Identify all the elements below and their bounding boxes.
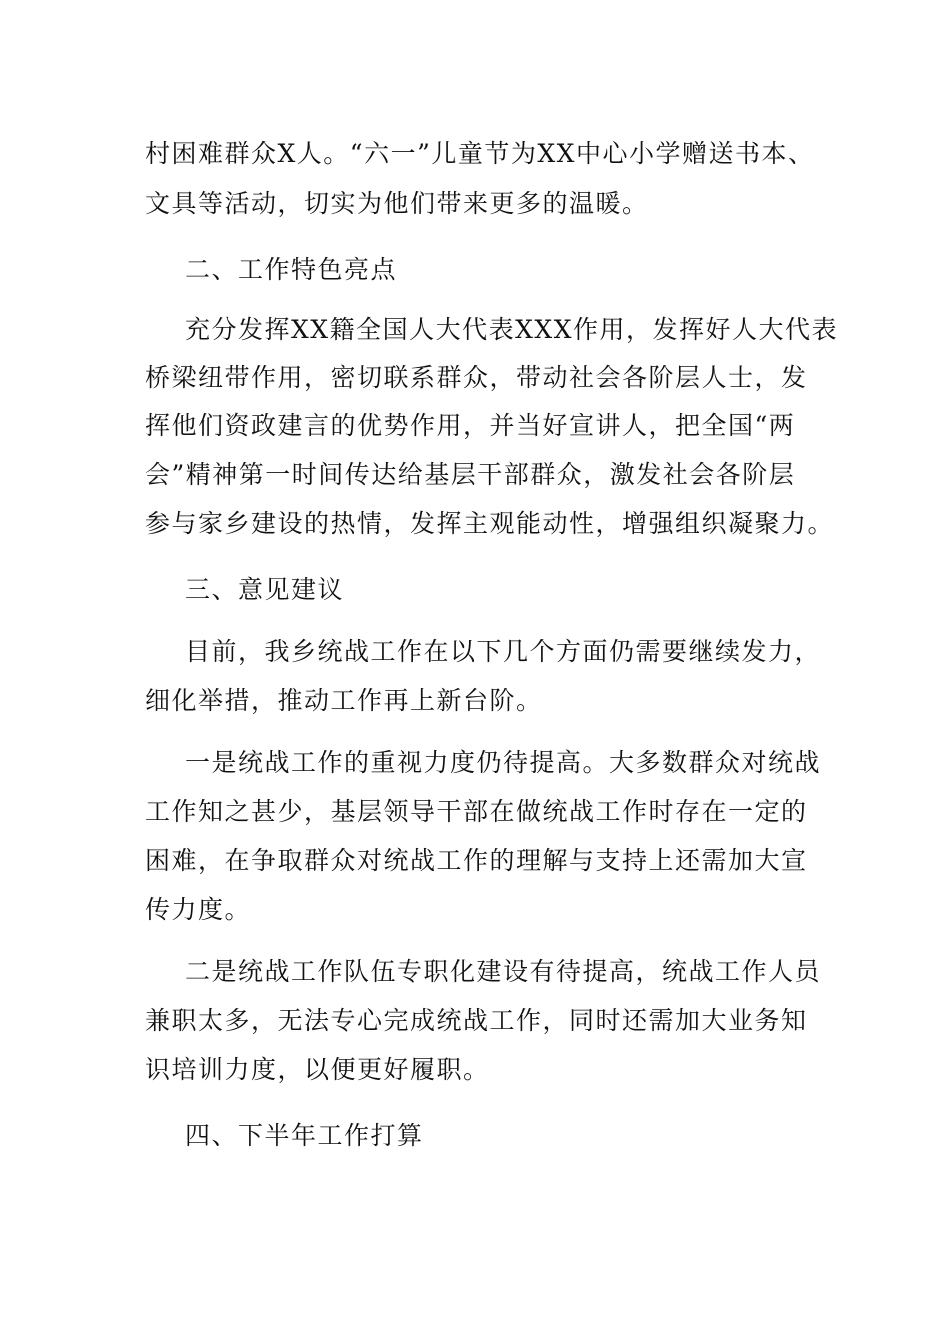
section-heading-3: 三、意见建议 — [185, 575, 345, 604]
paragraph-line: 传力度。 — [145, 895, 252, 924]
paragraph-line: 参与家乡建设的热情，发挥主观能动性，增强组织凝聚力。 — [145, 509, 835, 538]
paragraph-line: 二是统战工作队伍专职化建设有待提高，统战工作人员 — [185, 957, 822, 986]
body-line: 文具等活动，切实为他们带来更多的温暖。 — [145, 189, 649, 218]
paragraph-line: 细化举措，推动工作再上新台阶。 — [145, 686, 543, 715]
paragraph-line: 一是统战工作的重视力度仍待提高。大多数群众对统战 — [185, 748, 822, 777]
paragraph-line: 挥他们资政建言的优势作用，并当好宣讲人，把全国“两 — [145, 411, 796, 440]
paragraph-line: 工作知之甚少，基层领导干部在做统战工作时存在一定的 — [145, 797, 808, 826]
section-heading-4: 四、下半年工作打算 — [185, 1121, 424, 1150]
paragraph-line: 充分发挥XX籍全国人大代表XXX作用，发挥好人大代表 — [185, 315, 838, 344]
paragraph-line: 困难，在争取群众对统战工作的理解与支持上还需加大宣 — [145, 846, 808, 875]
paragraph-line: 桥梁纽带作用，密切联系群众，带动社会各阶层人士，发 — [145, 363, 808, 392]
body-line-continuation: 村困难群众X人。“六一”儿童节为XX中心小学赠送书本、 — [145, 139, 815, 168]
paragraph-line: 识培训力度，以便更好履职。 — [145, 1055, 490, 1084]
section-heading-2: 二、工作特色亮点 — [185, 255, 398, 284]
paragraph-line: 目前，我乡统战工作在以下几个方面仍需要继续发力， — [185, 637, 822, 666]
paragraph-line: 会”精神第一时间传达给基层干部群众，激发社会各阶层 — [145, 460, 796, 489]
paragraph-line: 兼职太多，无法专心完成统战工作，同时还需加大业务知 — [145, 1006, 808, 1035]
